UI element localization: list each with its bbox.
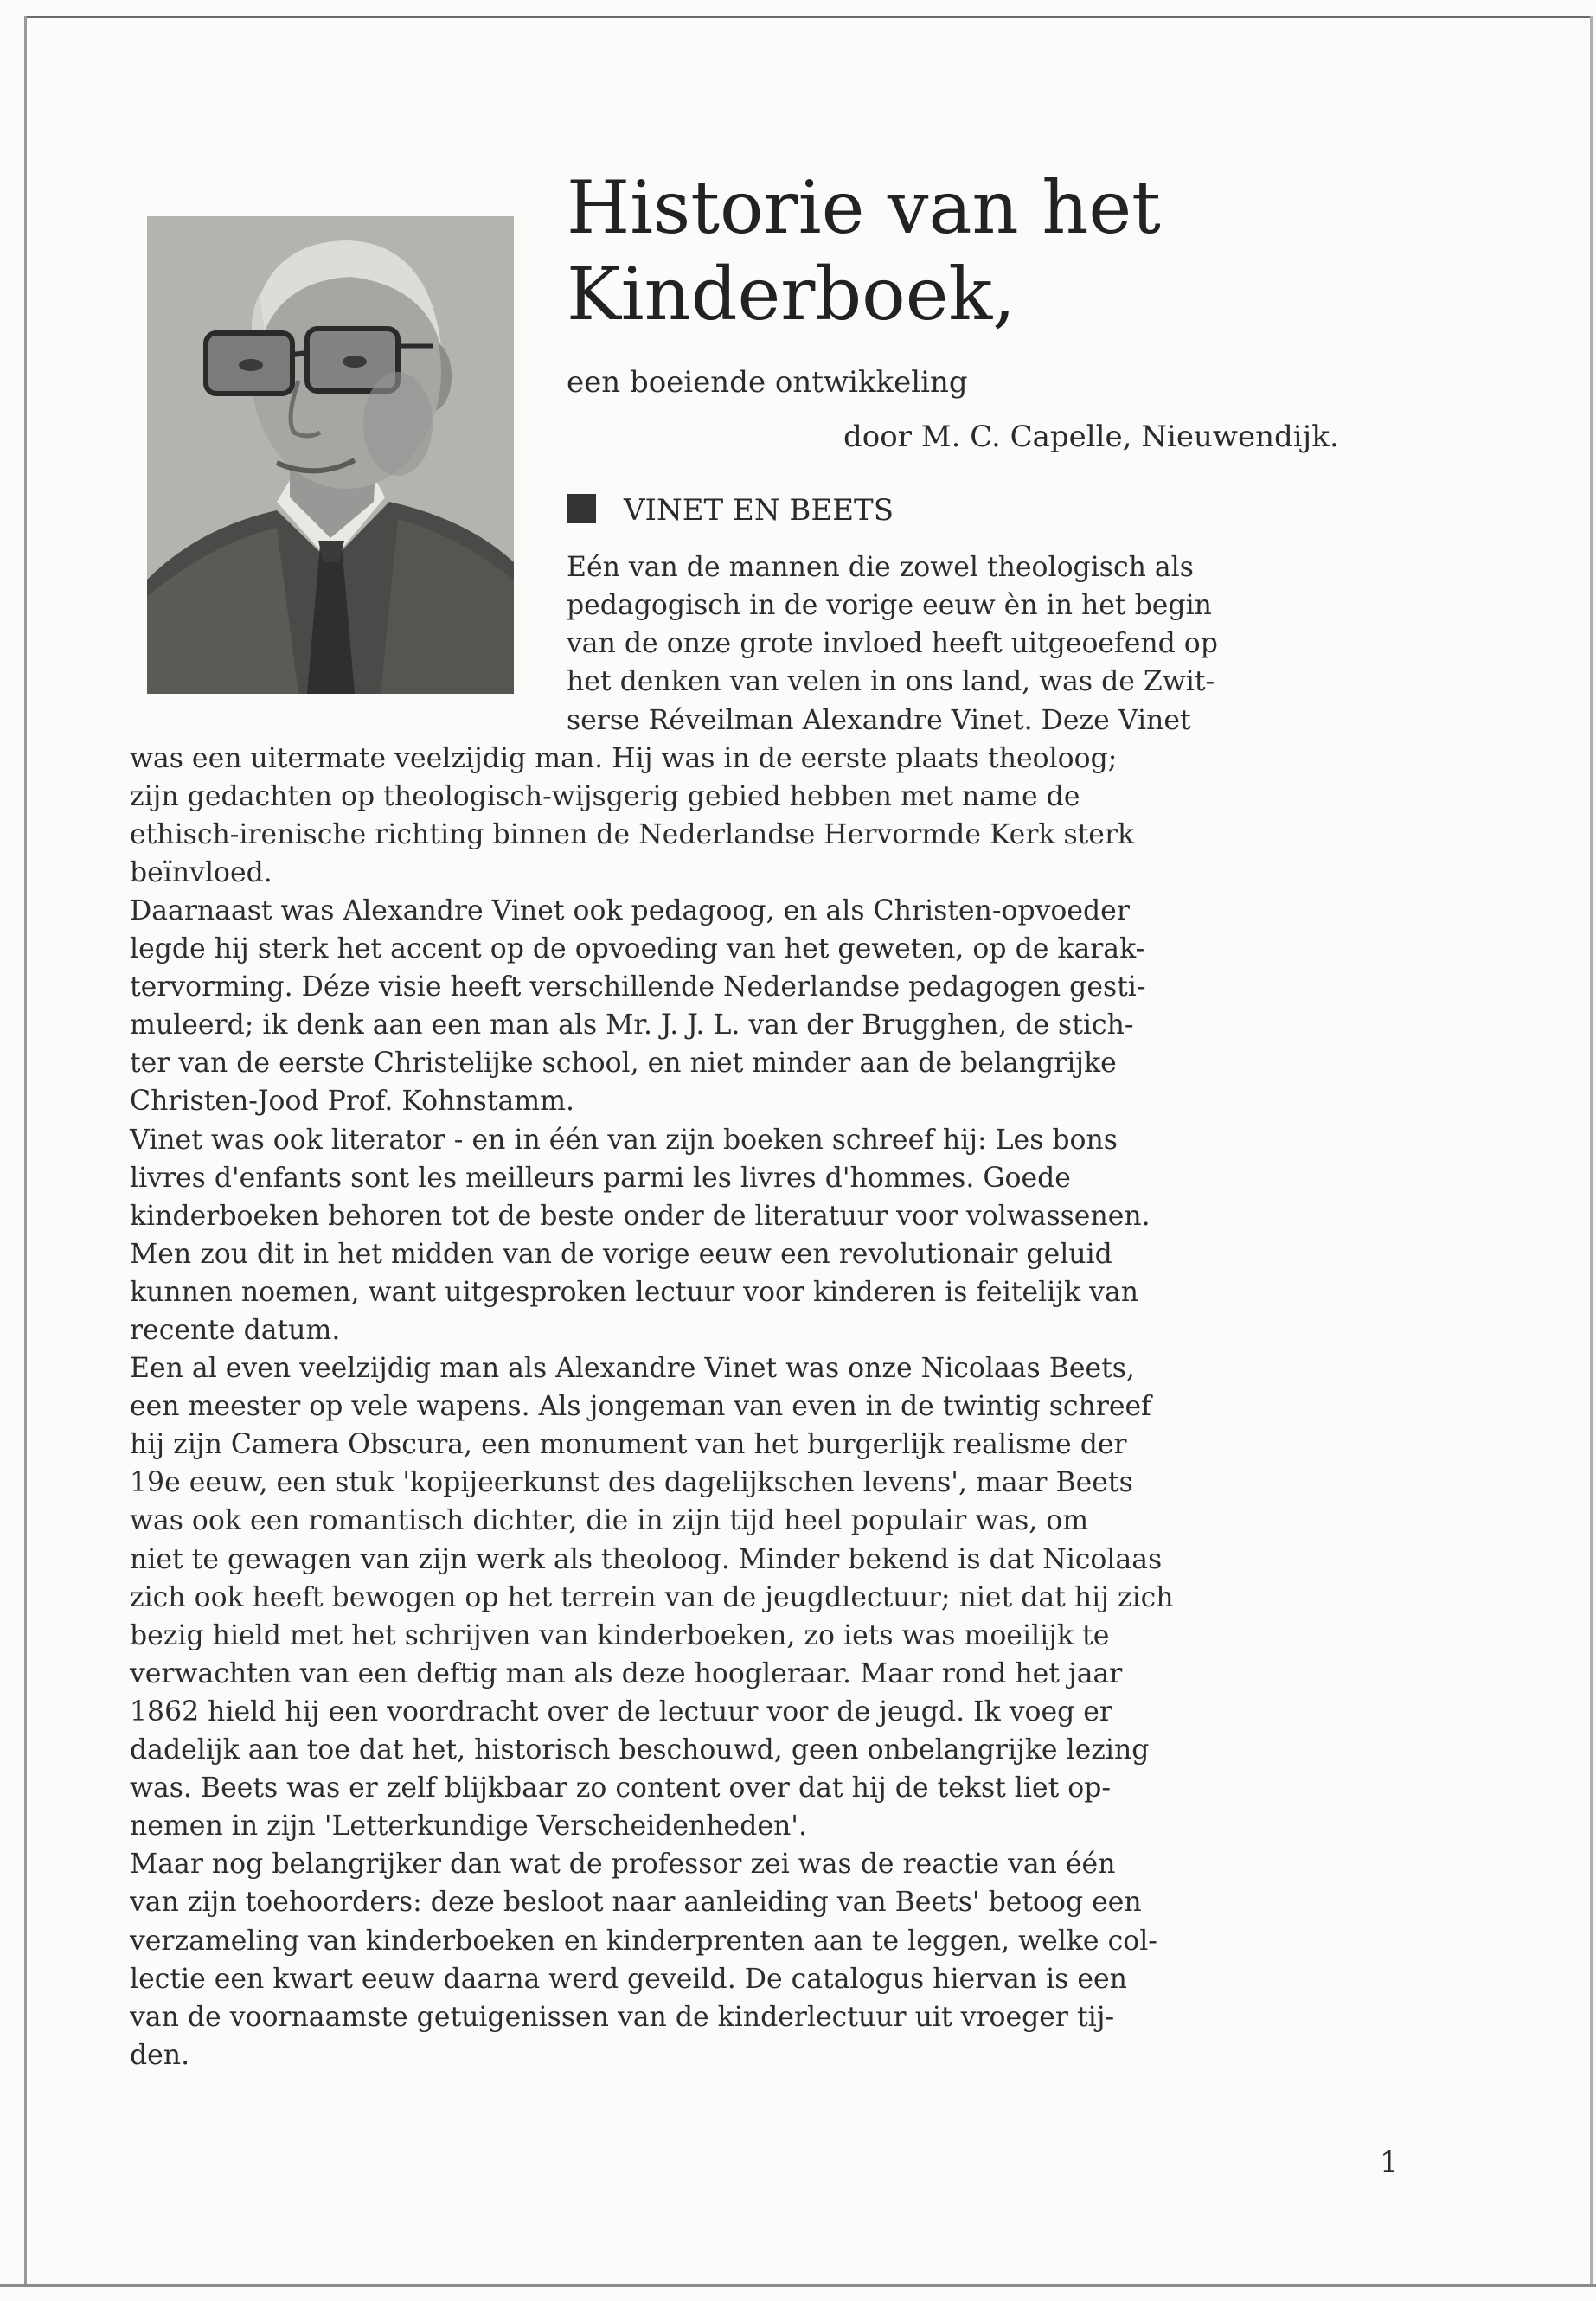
body-line: ter van de eerste Christelijke school, en niet minder aan de belangrijke bbox=[130, 1048, 1117, 1079]
body-line: den. bbox=[130, 2040, 190, 2071]
body-line: bezig hield met het schrijven van kinderboeken, zo iets was moeilijk te bbox=[130, 1620, 1110, 1651]
author-byline: door M. C. Capelle, Nieuwendijk. bbox=[843, 420, 1339, 454]
body-line: Maar nog belangrijker dan wat de professor zei was de reactie van één bbox=[130, 1849, 1116, 1880]
body-line: Een al even veelzijdig man als Alexandre Vinet was onze Nicolaas Beets, bbox=[130, 1353, 1135, 1384]
title-line-1: Historie van het bbox=[567, 165, 1161, 250]
body-line: niet te gewagen van zijn werk als theoloog. Minder bekend is dat Nicolaas bbox=[130, 1544, 1163, 1575]
scan-edge-bottom bbox=[0, 2284, 1596, 2287]
body-line: Men zou dit in het midden van de vorige eeuw een revolutionair geluid bbox=[130, 1239, 1112, 1270]
scan-edge-top bbox=[26, 16, 1592, 18]
body-line: was ook een romantisch dichter, die in zijn tijd heel populair was, om bbox=[130, 1505, 1089, 1536]
body-line: verzameling van kinderboeken en kinderprenten aan te leggen, welke col- bbox=[130, 1926, 1157, 1957]
body-line: Daarnaast was Alexandre Vinet ook pedagoog, en als Christen-opvoeder bbox=[130, 895, 1130, 926]
body-line: pedagogisch in de vorige eeuw èn in het begin bbox=[567, 590, 1212, 621]
body-line: recente datum. bbox=[130, 1315, 341, 1346]
body-line: legde hij sterk het accent op de opvoeding van het geweten, op de karak- bbox=[130, 933, 1145, 965]
body-line: livres d'enfants sont les meilleurs parmi les livres d'hommes. Goede bbox=[130, 1163, 1071, 1194]
body-line: 19e eeuw, een stuk 'kopijeerkunst des dagelijkschen levens', maar Beets bbox=[130, 1467, 1133, 1498]
body-line: ethisch-irenische richting binnen de Nederlandse Hervormde Kerk sterk bbox=[130, 819, 1135, 850]
square-bullet-icon bbox=[567, 494, 596, 523]
body-line: lectie een kwart eeuw daarna werd geveild. De catalogus hiervan is een bbox=[130, 1964, 1127, 1995]
body-line: was. Beets was er zelf blijkbaar zo content over dat hij de tekst liet op- bbox=[130, 1772, 1112, 1804]
body-line: van de onze grote invloed heeft uitgeoefend op bbox=[567, 628, 1218, 659]
body-line: hij zijn Camera Obscura, een monument van het burgerlijk realisme der bbox=[130, 1429, 1127, 1460]
body-line: muleerd; ik denk aan een man als Mr. J. J. L. van der Brugghen, de stich- bbox=[130, 1009, 1134, 1041]
title-line-2: Kinderboek, bbox=[567, 252, 1016, 336]
body-line: Christen-Jood Prof. Kohnstamm. bbox=[130, 1086, 575, 1117]
scan-edge-right bbox=[1590, 16, 1593, 2285]
body-line: kunnen noemen, want uitgesproken lectuur voor kinderen is feitelijk van bbox=[130, 1277, 1139, 1308]
body-line: was een uitermate veelzijdig man. Hij was in de eerste plaats theoloog; bbox=[130, 743, 1118, 774]
body-line: tervorming. Déze visie heeft verschillende Nederlandse pedagogen gesti- bbox=[130, 971, 1146, 1003]
body-line: 1862 hield hij een voordracht over de lectuur voor de jeugd. Ik voeg er bbox=[130, 1696, 1112, 1727]
body-line: serse Réveilman Alexandre Vinet. Deze Vinet bbox=[567, 705, 1191, 736]
body-line: het denken van velen in ons land, was de Zwit- bbox=[567, 666, 1215, 697]
body-line: van de voornaamste getuigenissen van de kinderlectuur uit vroeger tij- bbox=[130, 2002, 1115, 2033]
section-heading-text: VINET EN BEETS bbox=[624, 493, 894, 528]
section-heading bbox=[567, 491, 894, 529]
body-line: verwachten van een deftig man als deze hoogleraar. Maar rond het jaar bbox=[130, 1658, 1123, 1689]
body-line: zijn gedachten op theologisch-wijsgerig gebied hebben met name de bbox=[130, 781, 1080, 812]
body-line: Vinet was ook literator - en in één van zijn boeken schreef hij: Les bons bbox=[130, 1125, 1118, 1156]
body-line: beïnvloed. bbox=[130, 857, 272, 888]
article-title bbox=[567, 164, 1432, 337]
article-subtitle: een boeiende ontwikkeling bbox=[567, 365, 968, 400]
scan-edge-left bbox=[24, 16, 27, 2285]
body-line: een meester op vele wapens. Als jongeman van even in de twintig schreef bbox=[130, 1391, 1151, 1422]
body-line: Eén van de mannen die zowel theologisch als bbox=[567, 552, 1194, 583]
body-line: zich ook heeft bewogen op het terrein van de jeugdlectuur; niet dat hij zich bbox=[130, 1582, 1174, 1613]
body-line: van zijn toehoorders: deze besloot naar aanleiding van Beets' betoog een bbox=[130, 1887, 1142, 1918]
page-number: 1 bbox=[1380, 2145, 1399, 2180]
body-line: nemen in zijn 'Letterkundige Verscheidenheden'. bbox=[130, 1811, 807, 1842]
body-line: dadelijk aan toe dat het, historisch beschouwd, geen onbelangrijke lezing bbox=[130, 1734, 1150, 1766]
body-line: kinderboeken behoren tot de beste onder de literatuur voor volwassenen. bbox=[130, 1201, 1151, 1232]
author-portrait bbox=[147, 216, 514, 694]
